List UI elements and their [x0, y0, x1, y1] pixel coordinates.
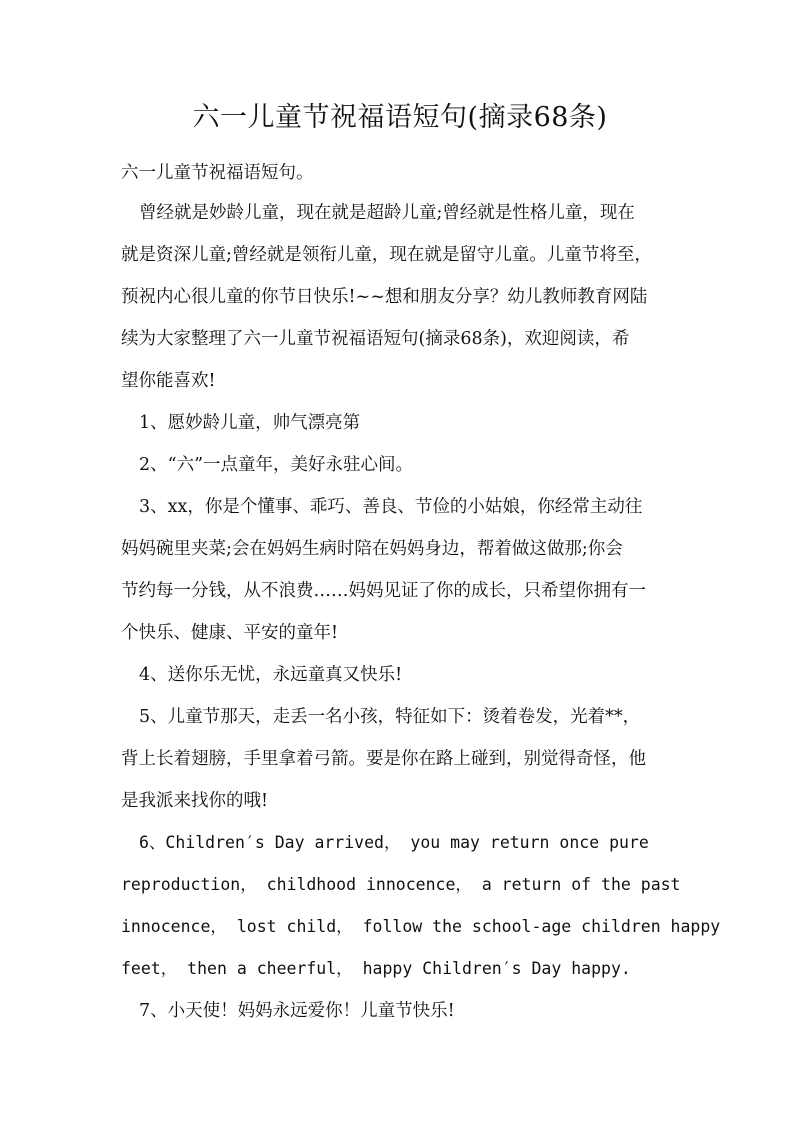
list-item-continuation: 是我派来找你的哦!	[121, 791, 269, 811]
list-item-continuation: 节约每一分钱，从不浪费……妈妈见证了你的成长，只希望你拥有一	[121, 581, 646, 601]
list-item-continuation: 妈妈碗里夹菜;会在妈妈生病时陪在妈妈身边，帮着做这做那;你会	[121, 539, 623, 559]
list-item: 2、“六”一点童年，美好永驻心间。	[139, 455, 414, 475]
paragraph-line: 望你能喜欢!	[121, 371, 216, 391]
list-item-continuation: feet， then a cheerful， happy Children′s Day happy.	[121, 959, 631, 978]
list-item: 7、小天使！妈妈永远爱你！儿童节快乐!	[139, 1001, 455, 1021]
list-item: 5、儿童节那天，走丢一名小孩，特征如下：烫着卷发，光着**，	[139, 707, 641, 727]
list-item-continuation: innocence， lost child， follow the school-age children happy	[121, 917, 721, 936]
paragraph-line: 预祝内心很儿童的你节日快乐!~~想和朋友分享？幼儿教师教育网陆	[121, 287, 648, 307]
list-item-continuation: 背上长着翅膀，手里拿着弓箭。要是你在路上碰到，别觉得奇怪，他	[121, 749, 646, 769]
paragraph-line: 曾经就是妙龄儿童，现在就是超龄儿童;曾经就是性格儿童，现在	[139, 203, 635, 223]
list-item: 4、送你乐无忧，永远童真又快乐!	[139, 665, 403, 685]
paragraph-line: 就是资深儿童;曾经就是领衔儿童，现在就是留守儿童。儿童节将至，	[121, 245, 652, 265]
list-item-continuation: 个快乐、健康、平安的童年!	[121, 623, 339, 643]
list-item: 1、愿妙龄儿童，帅气漂亮第	[139, 413, 361, 433]
list-item: 3、xx，你是个懂事、乖巧、善良、节俭的小姑娘，你经常主动往	[139, 497, 643, 517]
paragraph-line: 续为大家整理了六一儿童节祝福语短句(摘录68条)，欢迎阅读，希	[121, 329, 630, 349]
document-title: 六一儿童节祝福语短句(摘录68条)	[192, 102, 608, 133]
list-item-continuation: reproduction， childhood innocence， a return of the past	[121, 875, 681, 894]
list-item: 6、Children′s Day arrived， you may return once pure	[139, 833, 649, 852]
intro-line: 六一儿童节祝福语短句。	[121, 163, 314, 183]
